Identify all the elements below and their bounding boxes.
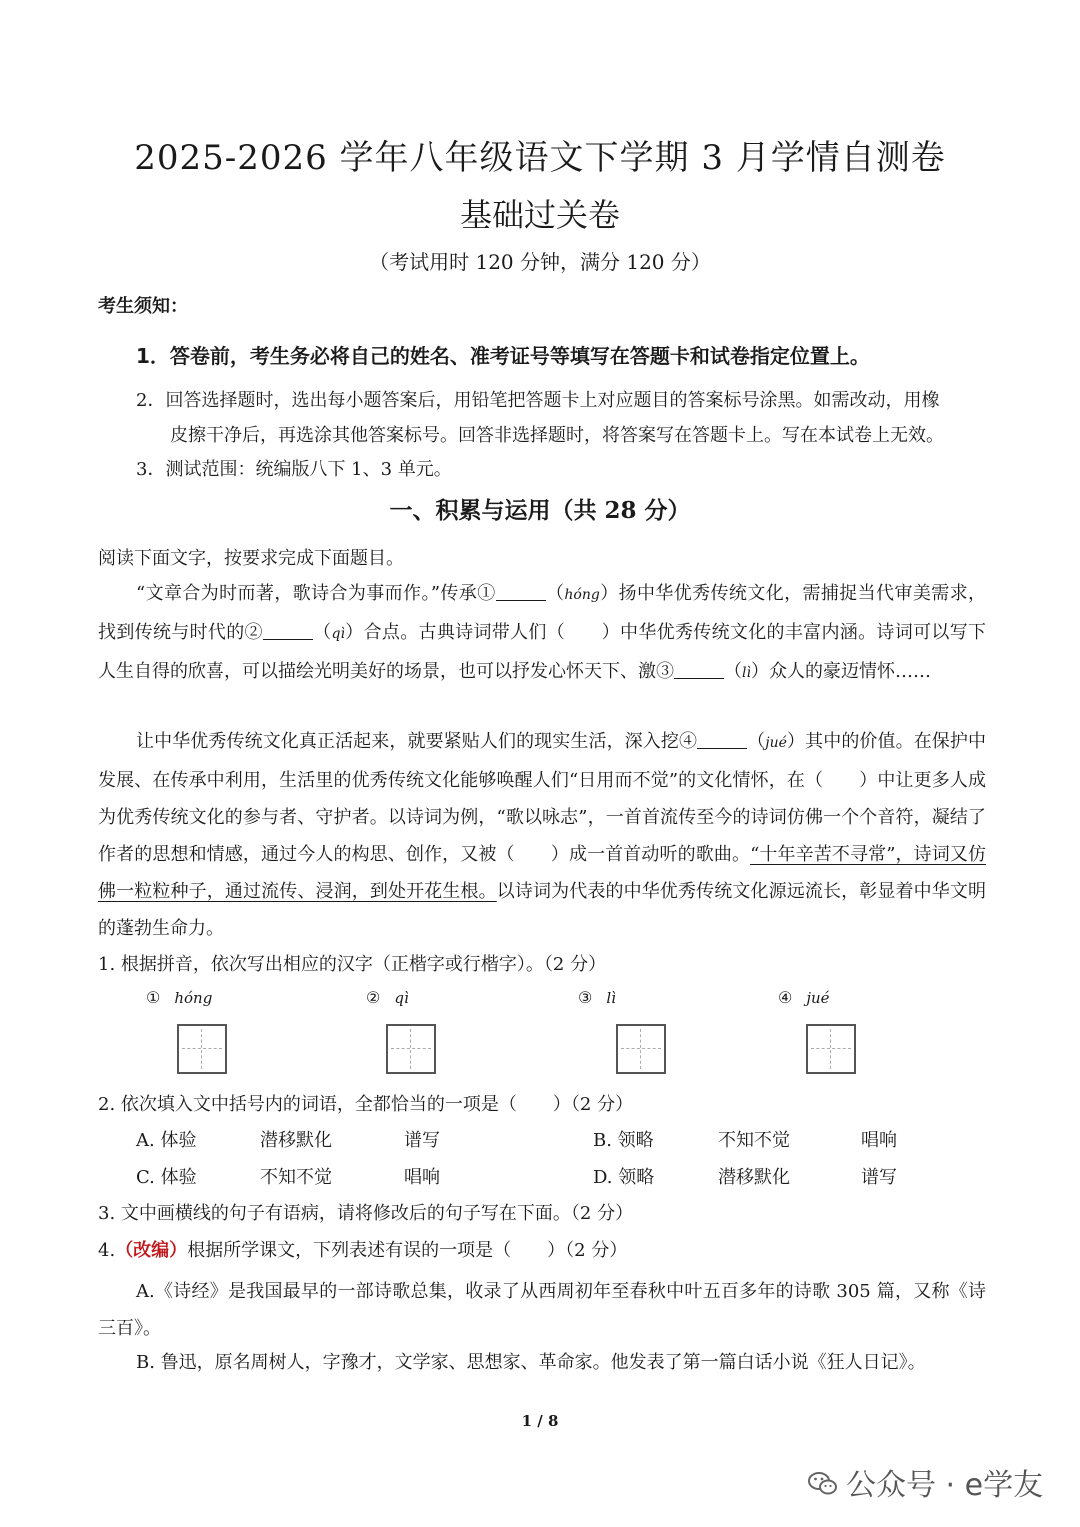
pinyin-4: jué [765, 735, 787, 751]
pinyin-label-1: ① hóng [146, 988, 213, 1007]
option-c-word-2: 不知不觉 [260, 1167, 332, 1188]
adapted-tag: （改编） [115, 1240, 188, 1261]
passage-text: ）众人的豪迈情怀…… [750, 661, 931, 682]
blank-3 [674, 660, 724, 679]
question-4-option-a: A.《诗经》是我国最早的一部诗歌总集，收录了从西周初年至春秋中叶五百多年的诗歌 305 篇，又称《诗三百》。 [98, 1281, 986, 1339]
blank-4 [697, 730, 747, 749]
option-b-word-2: 不知不觉 [718, 1130, 790, 1151]
blank-2 [263, 621, 313, 640]
exam-subtitle: 基础过关卷 [459, 196, 620, 234]
option-a-word-2: 潜移默化 [260, 1130, 332, 1151]
option-d-word-3: 谱写 [861, 1167, 897, 1188]
writing-box-3[interactable] [616, 1024, 666, 1074]
question-4 [98, 1236, 627, 1262]
pinyin-1: hóng [564, 587, 600, 603]
section-heading: 一、积累与运用（共 28 分） [389, 497, 691, 524]
pinyin-label-2: ② qì [366, 988, 409, 1007]
notice-item-2-line2: 皮擦干净后，再选涂其他答案标号。回答非选择题时，将答案写在答题卡上。写在本试卷上无效。 [170, 425, 944, 446]
reading-intro: 阅读下面文字，按要求完成下面题目。 [98, 548, 404, 569]
watermark [808, 1460, 1043, 1504]
pinyin-2: qì [331, 626, 345, 642]
exam-info: （考试用时 120 分钟，满分 120 分） [369, 250, 711, 274]
question-4-number: 4. [98, 1240, 116, 1261]
passage-text: ）扬中华优秀传统文化，需捕捉当代审美需求，找到传统与时代的② [98, 583, 986, 643]
option-d-word-2: 潜移默化 [718, 1167, 790, 1188]
notice-heading: 考生须知： [98, 296, 188, 317]
passage-text: 让中华优秀传统文化真正活起来，就要紧贴人们的现实生活，深入挖④ [136, 731, 698, 752]
wechat-icon [808, 1470, 836, 1494]
passage-paragraph-2: 让中华优秀传统文化真正活起来，就要紧贴人们的现实生活，深入挖④ （jué）其中的价值。在保护中发展、在传承中利用，生活里的优秀传统文化能够唤醒人们“日用而不觉”的文化情怀，在（ ）中让更多人成为优秀传统文化的参与者、守护者。以诗词为例，“歌以咏志”，一首首流传至今的诗词仿佛一个个音符，凝结了作者的思想和情感，通过今人的构思、创作，又被（ ）成一首首动听的歌曲。“十年辛苦不寻常”，诗词又仿佛一粒粒种子，通过流传、浸润，到处开花生根。以诗词为代表的中华优秀传统文化源远流长，彰显着中华文明的蓬勃生命力。 [98, 731, 987, 939]
watermark-text: 公众号 · e学友 [846, 1468, 1044, 1503]
option-a-word-3: 谱写 [404, 1130, 440, 1151]
underlined-sentence: “十年辛苦不寻常”，诗词又仿佛一粒粒种子，通过流传、浸润，到处开花生根。 [98, 844, 986, 902]
writing-box-2[interactable] [386, 1024, 436, 1074]
passage-text: “文章合为时而著，歌诗合为事而作。”传承① [136, 583, 496, 604]
question-3: 3. 文中画横线的句子有语病，请将修改后的句子写在下面。（2 分） [98, 1203, 634, 1224]
notice-item-2-line1: 2．回答选择题时，选出每小题答案后，用铅笔把答题卡上对应题目的答案标号涂黑。如需改动，用橡 [136, 390, 940, 411]
pinyin-3: lì [742, 665, 751, 681]
option-b-word-3: 唱响 [861, 1130, 897, 1151]
option-c-label: C. 体验 [136, 1167, 197, 1188]
question-2: 2. 依次填入文中括号内的词语，全都恰当的一项是（ ）（2 分） [98, 1094, 634, 1115]
pinyin-label-3: ③ lì [578, 988, 616, 1007]
page-number: 1 / 8 [521, 1412, 559, 1430]
blank-1 [496, 582, 546, 601]
passage-text: ）合点。古典诗词带人们（ ）中华优秀传统文化的丰富内涵。诗词可以写下人生自得的欣喜，可以描绘光明美好的场景，也可以抒发心怀天下、激③ [98, 622, 987, 682]
writing-box-1[interactable] [177, 1024, 227, 1074]
option-a-label: A. 体验 [136, 1130, 197, 1151]
passage-text: ）其中的价值。在保护中发展、在传承中利用，生活里的优秀传统文化能够唤醒人们“日用而不觉”的文化情怀，在（ ）中让更多人成为优秀传统文化的参与者、守护者。以诗词为例，“歌以咏志”，一首首流传至今的诗词仿佛一个个音符，凝结了作者的思想和情感，通过今人的构思、创作，又被（ ）成一首首动听的歌曲。 [98, 731, 987, 865]
option-d-label: D. 领略 [593, 1167, 655, 1188]
option-c-word-3: 唱响 [404, 1167, 440, 1188]
option-b-label: B. 领略 [593, 1130, 654, 1151]
notice-item-1: 1．答卷前，考生务必将自己的姓名、准考证号等填写在答题卡和试卷指定位置上。 [136, 344, 870, 368]
passage-text: 以诗词为代表的中华优秀传统文化源远流长，彰显着中华文明的蓬勃生命力。 [98, 881, 986, 939]
question-4-option-b: B. 鲁迅，原名周树人，字豫才，文学家、思想家、革命家。他发表了第一篇白话小说《狂人日记》。 [136, 1352, 926, 1373]
pinyin-label-4: ④ jué [778, 988, 830, 1007]
exam-title: 2025-2026 学年八年级语文下学期 3 月学情自测卷 [134, 138, 946, 178]
question-1: 1. 根据拼音，依次写出相应的汉字（正楷字或行楷字）。（2 分） [98, 954, 607, 975]
writing-box-4[interactable] [806, 1024, 856, 1074]
question-4-text: 根据所学课文，下列表述有误的一项是（ ）（2 分） [187, 1240, 628, 1261]
notice-item-3: 3．测试范围：统编版八下 1、3 单元。 [136, 459, 452, 480]
passage-paragraph-1: “文章合为时而著，歌诗合为事而作。”传承① （hóng）扬中华优秀传统文化，需捕捉当代审美需求，找到传统与时代的② （qì）合点。古典诗词带人们（ ）中华优秀传统文化的丰富内涵。诗词可以写下人生自得的欣喜，可以描绘光明美好的场景，也可以抒发心怀天下、激③ （lì）众人的豪迈情怀…… [98, 583, 987, 682]
